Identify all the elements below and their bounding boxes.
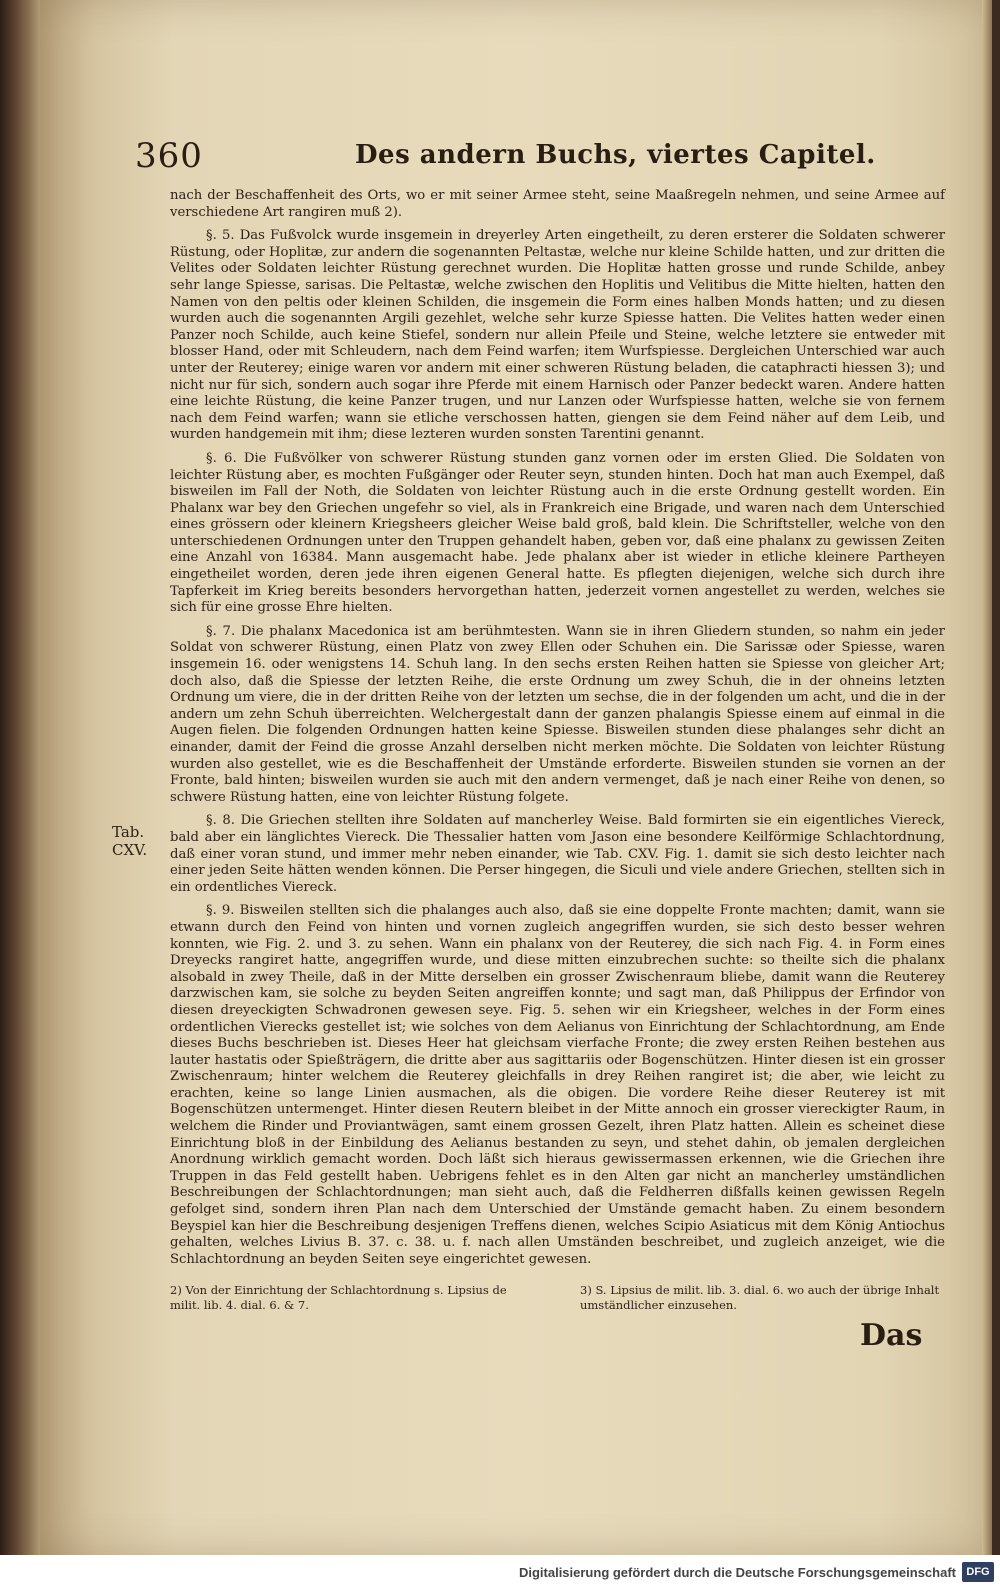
paragraph: §. 5. Das Fußvolck wurde insgemein in dreyerley Arten eingetheilt, zu deren ersterer die Soldaten schwerer Rüstung, oder Hoplitæ, zur andern die sogenannten Peltastæ, welche nur kleine Schilde hatten, und zur dritten die Velites oder Soldaten leichter Rüstung gerechnet wurden. Die Hoplitæ hatten grosse und runde Schilde, anbey sehr lange Spiesse, sarisas. Die Peltastæ, welche zwischen den Hoplitis und Velitibus die Mitte hielten, hatten den Namen von den peltis oder kleinen Schilden, die insgemein die Form eines halben Monds hatten; und zu diesen wurden auch die sogenannten Argili gezehlet, welche sehr kurze Spiesse hatten. Die Velites hatten weder einen Panzer noch Schilde, auch keine Stiefel, sondern nur allein Pfeile und Steine, welche letztere sie entweder mit blosser Hand, oder mit Schleudern, nach dem Feind warfen; item Wurfspiesse. Dergleichen Unterschied war auch unter der Reuterey; einige waren vor andern mit einer schweren Rüstung beladen, die cataphracti hiessen 3); und nicht nur für sich, sondern auch sogar ihre Pferde mit einem Harnisch oder Panzer bedeckt waren. Andere hatten eine leichte Rüstung, die keine Panzer trugen, und nur Lanzen oder Wurfspiesse hatten, welche sie von fernem nach dem Feind warfen; wann sie etliche verschossen hatten, giengen sie dem Feind näher auf dem Leib, und wurden handgemein mit ihm; diese lezteren wurden sonsten Tarentini genannt. <box>170 228 945 443</box>
footnote: 3) S. Lipsius de milit. lib. 3. dial. 6. wo auch der übrige Inhalt umständlicher einzusehen. <box>580 1283 940 1312</box>
paragraph: nach der Beschaffenheit des Orts, wo er mit seiner Armee steht, seine Maaßregeln nehmen, und seine Armee auf verschiedene Art rangiren muß 2). <box>170 188 945 220</box>
paragraph: §. 7. Die phalanx Macedonica ist am berühmtesten. Wann sie in ihren Gliedern stunden, so nahm ein jeder Soldat von schwerer Rüstung, einen Platz von zwey Ellen oder Schuhen ein. Die Sarissæ oder Spiesse, waren insgemein 16. oder wenigstens 14. Schuh lang. In den sechs ersten Reihen hatten sie Spiesse von gleicher Art; doch also, daß die Spiesse der letzten Reihe, die erste Ordnung um zwey Schuh, die in der ohneins letzten Ordnung um viere, die in der dritten Reihe von der letzten um sechse, die in der folgenden um acht, und die in der andern um zehn Schuh überreichten. Welchergestalt dann der ganzen phalangis Spiesse einem auf einmal in die Augen fielen. Die folgenden Ordnungen hatten keine Spiesse. Bisweilen stunden diese phalanges sehr dicht an einander, damit der Feind die grosse Anzahl derselben nicht merken möchte. Die Soldaten von leichter Rüstung wurden also gestellet, wie es die Beschaffenheit der Umstände erforderte. Bisweilen stunden sie vornen an der Fronte, bald hinten; bisweilen wurden sie auch mit den andern vermenget, daß je nach einer Reihe von denen, so schwere Rüstung hatten, eine von leichter Rüstung folgete. <box>170 623 945 805</box>
body-text <box>170 188 945 1275</box>
page-number: 360 <box>135 136 203 176</box>
page-edge <box>982 0 992 1555</box>
page-header <box>135 136 935 186</box>
book-binding <box>0 0 42 1555</box>
dfg-logo-icon: DFG <box>962 1562 994 1582</box>
paragraph: §. 6. Die Fußvölker von schwerer Rüstung stunden ganz vornen oder im ersten Glied. Die Soldaten von leichter Rüstung aber, es mochten Fußgänger oder Reuter seyn, stunden hinten. Doch hat man auch Exempel, daß bisweilen im Fall der Noth, die Soldaten von leichter Rüstung auch in die erste Ordnung gestellt worden. Ein Phalanx war bey den Griechen ungefehr so viel, als in Frankreich eine Brigade, und waren nach dem Unterschied eines grössern oder kleinern Kriegsheers gleicher Weise bald groß, bald klein. Die Schriftsteller, welche von den unterschiedenen Ordnungen unter den Truppen gehandelt haben, geben vor, daß eine phalanx zu gewissen Zeiten eine Anzahl von 16384. Mann ausgemacht habe. Jede phalanx aber ist wieder in etliche kleinere Partheyen eingetheilet worden, deren jede ihren eigenen General hatte. Es pflegten diejenigen, welche sich durch ihre Tapferkeit im Krieg bereits besonders hervorgethan hatten, jederzeit vornen angestellet zu werden, welches sie sich für eine grosse Ehre hielten. <box>170 450 945 616</box>
running-head: Des andern Buchs, viertes Capitel. <box>355 140 876 170</box>
footnote: 2) Von der Einrichtung der Schlachtordnung s. Lipsius de milit. lib. 4. dial. 6. & 7. <box>170 1283 507 1312</box>
funding-notice: Digitalisierung gefördert durch die Deutsche Forschungsgemeinschaft <box>518 1565 956 1580</box>
footer-bar <box>0 1555 1000 1591</box>
footnotes <box>170 1283 945 1323</box>
paragraph: §. 9. Bisweilen stellten sich die phalanges auch also, daß sie eine doppelte Fronte machten; damit, wann sie etwann durch den Feind von hinten und vornen zugleich angegriffen wurden, sie sich desto besser wehren konnten, wie Fig. 2. und 3. zu sehen. Wann ein phalanx von der Reuterey, die sich nach Fig. 4. in Form eines Dreyecks rangiret hatte, angegriffen wurde, und diese mitten einzubrechen suchte: so theilte sich die phalanx alsobald in zwey Theile, daß in der Mitte derselben ein grosser Zwischenraum bliebe, damit wann die Reuterey darzwischen kam, sie solche zu beyden Seiten angreiffen konnte; und sagt man, daß Philippus der Erfindor von diesen dreyeckigten Schwadronen gewesen seye. Fig. 5. sehen wir ein Kriegsheer, welches in der Form eines ordentlichen Vierecks gestellet ist; wie solches von dem Aelianus von Einrichtung der Schlachtordnung, am Ende dieses Buchs beschrieben ist. Dieses Heer hat gleichsam vierfache Fronte; die zwey ersten Reihen bestehen aus lauter hastatis oder Spießträgern, die dritte aber aus sagittariis oder Bogenschützen. Hinter diesen ist ein grosser Zwischenraum; hinter welchem die Reuterey gleichfalls in drey Reihen rangiret ist; die aber, wie leicht zu erachten, keine so lange Linien ausmachen, als die obigen. Die vordere Reihe dieser Reuterey ist mit Bogenschützen untermenget. Hinter diesen Reutern bleibet in der Mitte annoch ein grosser viereckigter Raum, in welchem die Rinder und Proviantwägen, samt einem grossen Gezelt, ihren Platz hatten. Allein es scheinet diese Einrichtung bloß in der Einbildung des Aelianus bestanden zu seyn, und stehet dahin, ob jemalen dergleichen Anordnung wirklich gemacht worden. Doch läßt sich hieraus gewissermassen erkennen, wie die Griechen ihre Truppen in das Feld gestellt haben. Uebrigens fehlet es in den Alten gar nicht an mancherley umständlichen Beschreibungen der Schlachtordnungen; man sieht auch, daß die Feldherren dißfalls keinen gewissen Regeln gefolget sind, sondern ihren Plan nach dem Unterschied der Umstände gemacht haben. Zu einem besondern Beyspiel kan hier die Beschreibung desjenigen Treffens dienen, welches Scipio Asiaticus mit dem König Antiochus gehalten, welches Livius B. 37. c. 38. u. f. nach allen Umständen beschreibet, und zugleich anzeiget, wie die Schlachtordnung an beyden Seiten seye eingerichtet gewesen. <box>170 903 945 1267</box>
margin-note: Tab. CXV. <box>112 823 148 859</box>
catchword: Das <box>860 1318 923 1353</box>
paragraph: §. 8. Die Griechen stellten ihre Soldaten auf mancherley Weise. Bald formirten sie ein eigentliches Viereck, bald aber ein länglichtes Viereck. Die Thessalier hatten vom Jason eine besondere Keilförmige Schlachtordnung, daß einer voran stund, und immer mehr neben einander, wie Tab. CXV. Fig. 1. damit sie sich desto leichter nach einer jeden Seite hätten wenden können. Die Perser hingegen, die Siculi und viele andere Griechen, stellten sich in ein ordentliches Viereck. <box>170 813 945 895</box>
